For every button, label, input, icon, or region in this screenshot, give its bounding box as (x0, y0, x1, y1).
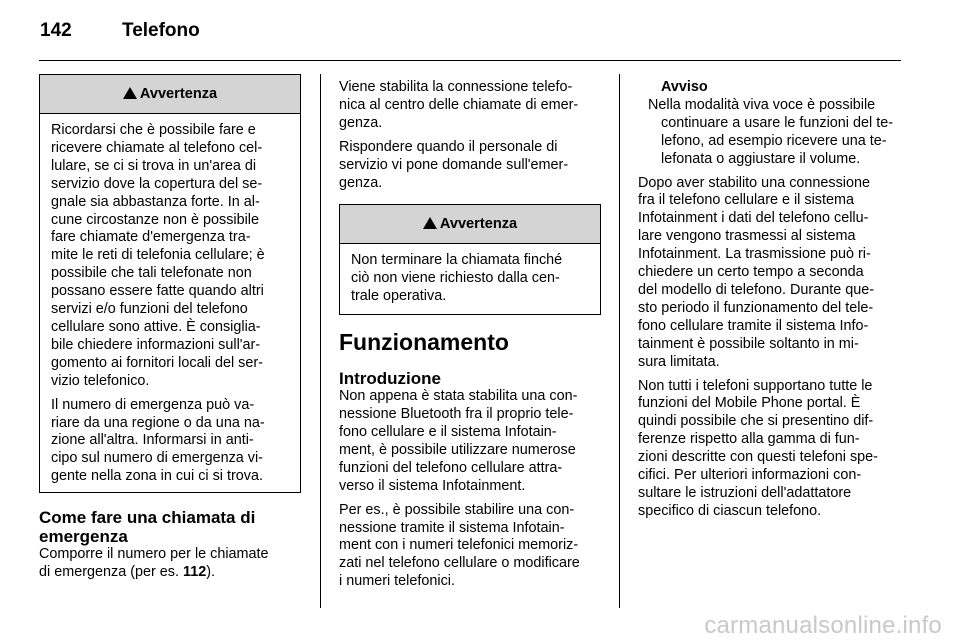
warning-paragraph-1: Ricordarsi che è possibile fare e ricevere chiamate al telefono cel- lulare, se ci si trova in un'area di servizio dove la copertura del se- gnale sia abbastanza forte. In al- cune circostanze non è possibile fare chiamate d'emergenza tra- mite le reti di telefonia cellulare; è possibile che tali telefonate non possano essere fatte quando altri servizi e/o funzioni del telefono cellulare sono attive. È consiglia- bile chiedere informazioni sull'ar- gomento ai fornitori locali del ser- vizio telefonico. (51, 122, 265, 389)
note-text: Nella modalità viva voce è possibile continuare a usare le funzioni del te- lefono, ad esempio ricevere una te- lefonata o aggiustare il volume. (648, 96, 893, 167)
emergency-call-text: Comporre il numero per le chiamate di emergenza (per es. 112). (39, 546, 269, 581)
emergency-call-heading: Come fare una chiamata di emergenza (39, 508, 256, 547)
warning-header (40, 75, 300, 114)
warning-title-2: Avvertenza (439, 216, 518, 233)
emergency-number: 112 (182, 564, 207, 581)
warning-text-2: Non terminare la chiamata finché ciò non viene richiesto dalla cen- trale operativa. (351, 252, 563, 305)
section-title: Funzionamento (339, 329, 509, 356)
compatibility-paragraph: Non tutti i telefoni supportano tutte le funzioni del Mobile Phone portal. È quindi possibile che si presentino dif- ferenze rispetto alla gamma di fun- zioni descritte con questi telefoni spe- cifici. Per ulteriori informazioni con- sultare le istruzioni dell'adattatore specifico di ciascun telefono. (638, 377, 878, 519)
connection-paragraph: Viene stabilita la connessione telefo- nica al centro delle chiamate di emer- genza. (339, 79, 579, 131)
respond-paragraph: Rispondere quando il personale di servizio vi pone domande sull'emer- genza. (339, 138, 569, 191)
column-3 (638, 79, 904, 527)
chapter-title: Telefono (122, 20, 200, 41)
example-paragraph: Per es., è possibile stabilire una con- nessione tramite il sistema Infotain- ment con i numeri telefonici memoriz- zati nel telefono cellulare o modificare i numeri telefonici. (339, 501, 580, 590)
page-header (40, 20, 200, 42)
subsection-title: Introduzione (339, 369, 441, 389)
column-1 (39, 74, 301, 588)
header-rule (39, 60, 901, 61)
column-2 (339, 79, 601, 597)
note-block (638, 79, 904, 169)
page-number: 142 (40, 20, 72, 41)
note-title: Avviso (661, 79, 708, 95)
data-transfer-paragraph: Dopo aver stabilito una connessione fra il telefono cellulare e il sistema Infotainment i dati del telefono cellu- lare vengono trasmessi al sistema Infotainment. La trasmissione può ri- chiedere un certo tempo a seconda del modello di telefono. Durante que- sto periodo il funzionamento del tele- fono cellulare tramite il sistema Info- tainment è possibile soltanto in mi- sura limitata. (638, 174, 874, 370)
warning-box-2 (339, 204, 601, 315)
warning-paragraph-2: Il numero di emergenza può va- riare da una regione o da una na- zione all'altra. Informarsi in anti- cipo sul numero di emergenza vi- gente nella zona in cui ci si trova. (51, 396, 265, 485)
warning-header-2 (340, 205, 600, 244)
column-divider-1 (320, 74, 321, 608)
column-divider-2 (619, 74, 620, 608)
watermark: carmanualsonline.info (704, 612, 942, 639)
warning-icon (123, 87, 137, 99)
warning-box (39, 74, 301, 493)
warning-icon (423, 217, 437, 229)
warning-title: Avvertenza (139, 86, 218, 102)
intro-paragraph: Non appena è stata stabilita una con- nessione Bluetooth fra il proprio tele- fono cellulare e il sistema Infotain- ment, è possibile utilizzare numerose funzioni del telefono cellulare attra- verso il sistema Infotainment. (339, 388, 578, 494)
